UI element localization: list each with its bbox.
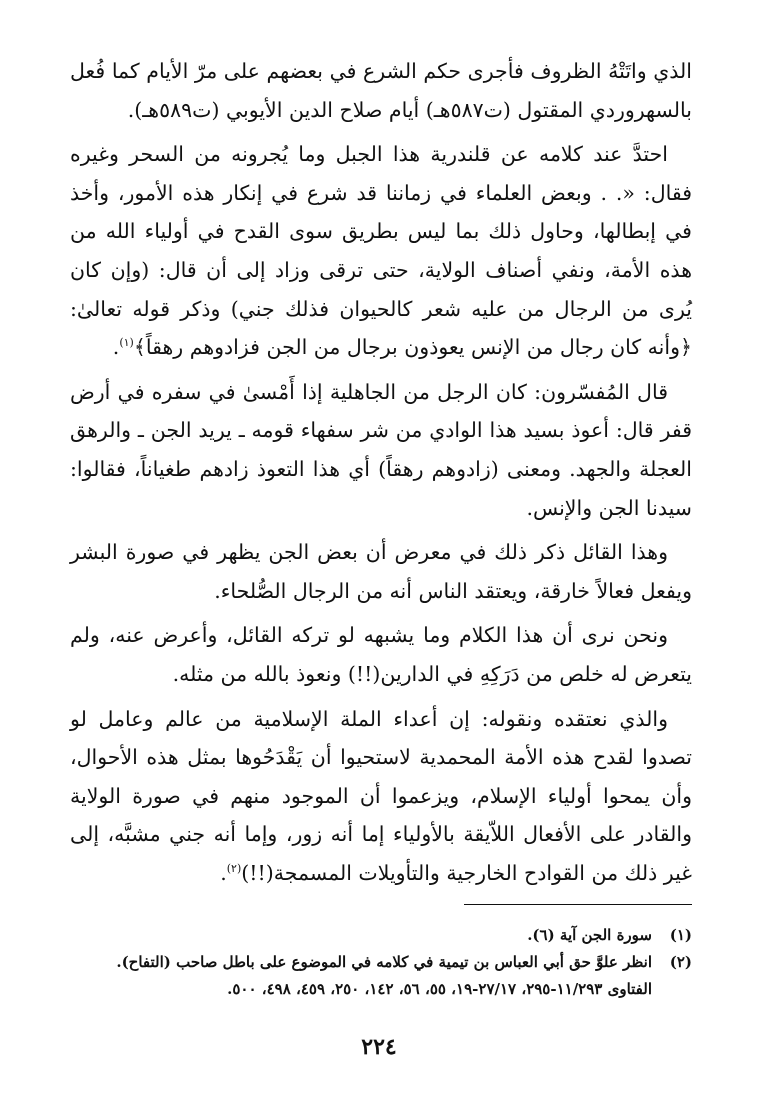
paragraph-4: وهذا القائل ذكر ذلك في معرض أن بعض الجن يظهر في صورة البشر ويفعل فعالاً خارقة، ويعتقد الناس أنه من الرجال الصُّلحاء.: [70, 540, 692, 603]
footnote-number: (٢): [669, 953, 692, 971]
paragraph-2-text: احتدَّ عند كلامه عن قلندرية هذا الجبل وما يُجرونه من السحر وغيره فقال: «. . وبعض العلماء في زماننا قد شرع في إنكار هذه الأمور، وأخذ في إبطالها، وحاول ذلك بما ليس بطريق سوى القدح في أولياء الله من هذه الأمة، ونفي أصناف الولاية، حتى ترقى وزاد إلى أن قال: (وإن كان يُرى من الرجال من عليه شعر كالحيوان فذلك جني) وذكر قوله تعالىٰ: ﴿وأنه كان رجال من الإنس يعوذون برجال من الجن فزادوهم رهقاً﴾: [70, 142, 692, 360]
footnote-ref-1: (١): [119, 336, 134, 350]
paragraph-5: ونحن نرى أن هذا الكلام وما يشبهه لو تركه القائل، وأعرض عنه، ولم يتعرض له خلص من دَرَكِهِ في الدارين(!!) ونعوذ بالله من مثله.: [70, 623, 692, 686]
footnote-1: [74, 922, 692, 949]
page-number: ٢٢٤: [361, 1034, 397, 1060]
paragraph-6: [70, 700, 692, 893]
paragraph-6-text: والذي نعتقده ونقوله: إن أعداء الملة الإسلامية من عالم وعامل لو تصدوا لقدح هذه الأمة المحمدية لاستحيوا أن يَقْدَحُوها بمثل هذه الأحوال، وأن يمحوا أولياء الإسلام، ويزعموا أن الموجود منهم في صورة الولاية والقادر على الأفعال اللاّيقة بالأولياء إما أنه زور، وإما أنه جني مشبَّه، إلى غير ذلك من القوادح الخارجية والتأويلات المسمجة(!!): [70, 706, 692, 885]
footnote-text: سورة الجن آية (٦).: [527, 926, 652, 944]
main-text: [70, 52, 692, 898]
paragraph-2-tail: .: [112, 335, 120, 360]
footnote-text: انظر علوَّ حق أبي العباس بن تيمية في كلامه في الموضوع على باطل صاحب (التفاح). الفتاوى ١١/٢٩٣-٢٩٥، ٢٧/١٧-١٩، ٥٥، ٥٦، ١٤٢، ٢٥٠، ٤٥٩، ٤٩٨، ٥٠٠.: [116, 953, 652, 998]
paragraph-1: الذي واتَتْهُ الظروف فأجرى حكم الشرع في بعضهم على مرّ الأيام كما فُعل بالسهروردي المقتول (ت٥٨٧هـ) أيام صلاح الدين الأيوبي (ت٥٨٩هـ).: [70, 59, 692, 122]
footnote-number: (١): [669, 926, 692, 944]
footnote-ref-2: (٢): [226, 862, 242, 876]
footnotes: [74, 922, 692, 1003]
footnote-2: [74, 949, 692, 1003]
paragraph-2: [70, 135, 692, 367]
footnote-divider: [464, 904, 692, 905]
paragraph-6-tail: .: [220, 860, 227, 885]
paragraph-3: قال المُفسّرون: كان الرجل من الجاهلية إذا أَمْسىٰ في سفره في أرض قفر قال: أعوذ بسيد هذا الوادي من شر سفهاء قومه ـ يريد الجن ـ والرهق العجلة والجهد. ومعنى (زادوهم رهقاً) أي هذا التعوذ زادهم طغياناً، فقالوا: سيدنا الجن والإنس.: [70, 379, 692, 520]
